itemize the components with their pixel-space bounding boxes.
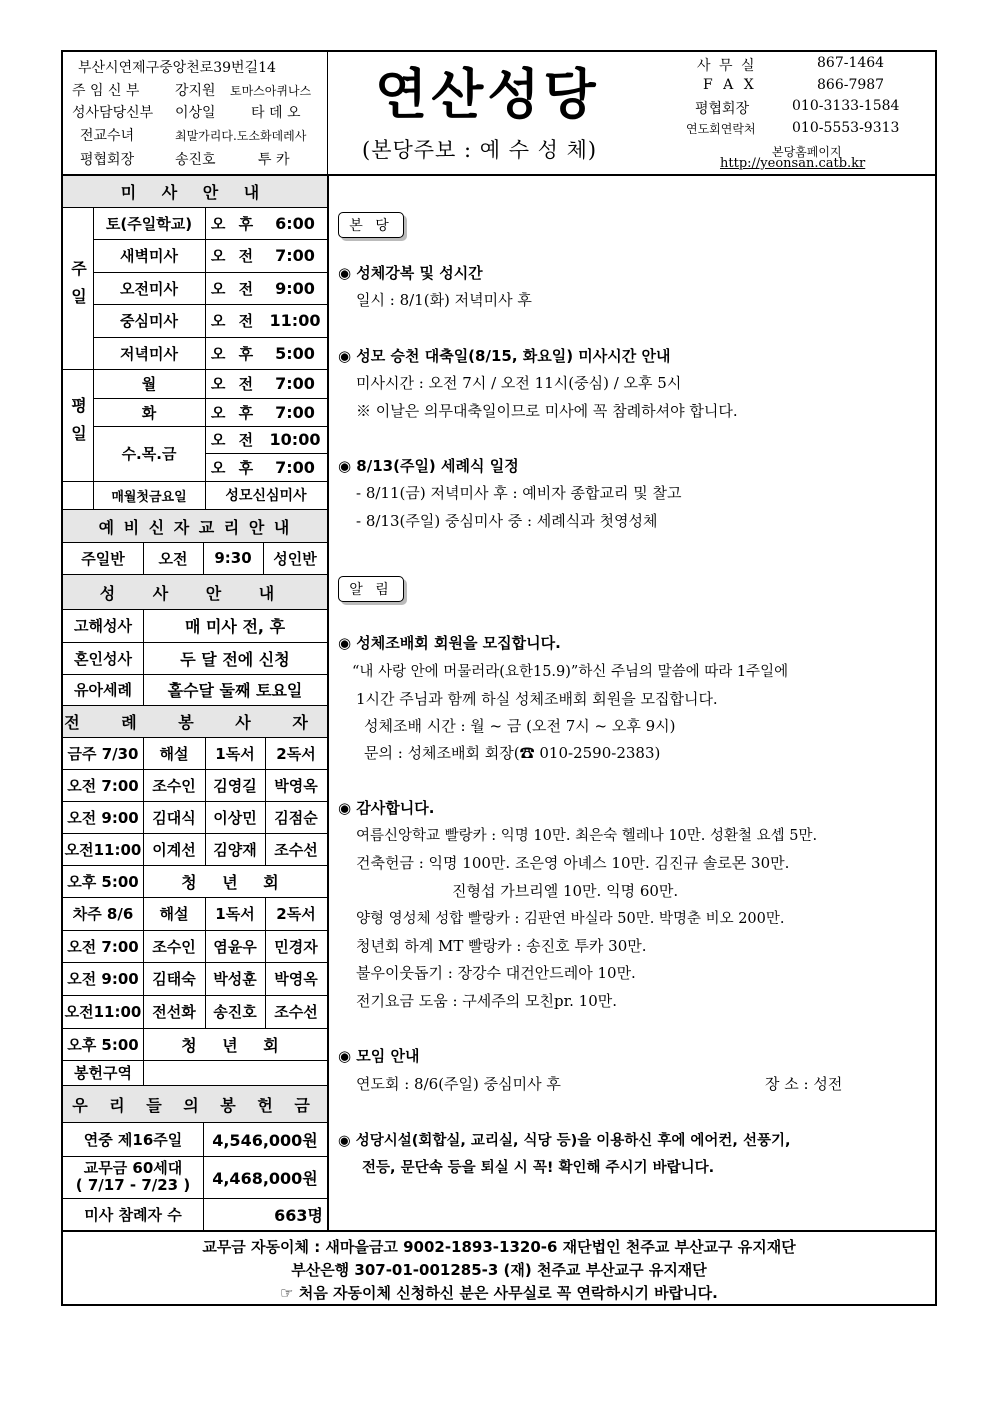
notice-line: 여름신앙학교 빨랑카 : 익명 10만. 최은숙 헬레나 10만. 성환철 요셉 5만. bbox=[356, 828, 818, 844]
mass-name: 화 bbox=[141, 403, 157, 422]
bulletin-subtitle: (본당주보 : 예 수 성 체) bbox=[362, 138, 598, 162]
footer-notice: ☞ 처음 자동이체 신청하신 분은 사무실로 꼭 연락하시기 바랍니다. bbox=[280, 1284, 718, 1302]
mass-ampm: 오 후 bbox=[210, 458, 258, 477]
staff-baptismal: 타 데 오 bbox=[251, 105, 301, 121]
notice-line: 성체조배 시간 : 월 ~ 금 (오전 7시 ~ 오후 9시) bbox=[364, 717, 676, 735]
parish-address: 부산시연제구중앙천로39번길14 bbox=[78, 60, 276, 76]
footer-rule bbox=[61, 1230, 937, 1232]
contact-value: 867-1464 bbox=[817, 55, 885, 71]
column-divider bbox=[327, 174, 329, 1230]
sacrament-name: 혼인성사 bbox=[74, 649, 132, 668]
servers-time: 오전11:00 bbox=[64, 1003, 142, 1021]
servers-col-header: 1독서 bbox=[215, 905, 255, 923]
sacrament-name: 유아세례 bbox=[74, 681, 132, 699]
sacrament-value: 두 달 전에 신청 bbox=[180, 649, 290, 669]
servers-week-label: 금주 7/30 bbox=[67, 744, 139, 763]
offering-value: 4,546,000원 bbox=[212, 1130, 318, 1150]
sacrament-value: 홀수달 둘째 토요일 bbox=[167, 681, 303, 700]
mass-ampm: 오 전 bbox=[210, 431, 258, 449]
server-name: 박성훈 bbox=[213, 970, 257, 988]
contact-label: F A X bbox=[703, 77, 757, 93]
servers-time: 오전 9:00 bbox=[67, 970, 139, 988]
header-divider bbox=[327, 50, 328, 174]
server-name: 김태숙 bbox=[152, 970, 196, 988]
offering-section-title: 우 리 들 의 봉 헌 금 bbox=[63, 1086, 327, 1122]
servers-time: 오전 7:00 bbox=[67, 776, 139, 795]
servers-col-header: 1독서 bbox=[215, 744, 255, 763]
mass-ampm: 오 후 bbox=[210, 214, 258, 233]
catechumen-target: 성인반 bbox=[273, 549, 317, 568]
first-friday-value: 성모신심미사 bbox=[225, 488, 307, 504]
notice-line: 불우이웃돕기 : 장강수 대건안드레아 10만. bbox=[356, 964, 636, 982]
mass-section-title: 미 사 안 내 bbox=[63, 176, 327, 207]
mass-time: 5:00 bbox=[275, 343, 315, 363]
homepage-label: 본당홈페이지 bbox=[772, 145, 842, 159]
mass-time: 7:00 bbox=[275, 457, 315, 477]
staff-role: 주 임 신 부 bbox=[72, 83, 140, 99]
servers-col-header: 2독서 bbox=[276, 905, 316, 923]
server-name: 조수선 bbox=[274, 840, 318, 859]
mass-time: 9:00 bbox=[275, 278, 315, 298]
notice-line: 연도회 : 8/6(주일) 중심미사 후 bbox=[356, 1075, 561, 1093]
server-name: 이상민 bbox=[213, 808, 257, 827]
staff-name: 송진호 bbox=[175, 152, 216, 168]
notice-heading: ◉ 성체강복 및 성시간 bbox=[338, 264, 483, 282]
staff-name: 강지원 bbox=[175, 83, 216, 99]
mass-time: 7:00 bbox=[275, 374, 315, 393]
notice-heading: ◉ 감사합니다. bbox=[338, 799, 435, 817]
mass-name: 중심미사 bbox=[120, 312, 178, 330]
server-name: 박영옥 bbox=[274, 776, 318, 795]
sacrament-value: 매 미사 전, 후 bbox=[184, 617, 286, 636]
servers-time: 오후 5:00 bbox=[67, 872, 139, 891]
notice-line: 청년회 하계 MT 빨랑카 : 송진호 투카 30만. bbox=[356, 937, 647, 955]
parish-news-tag: 본 당 bbox=[338, 212, 404, 238]
mass-name: 새벽미사 bbox=[120, 247, 178, 265]
mass-name: 오전미사 bbox=[120, 279, 178, 298]
staff-baptismal: 최말가리다.도소화데레사 bbox=[175, 129, 307, 143]
notice-heading: ◉ 8/13(주일) 세례식 일정 bbox=[338, 457, 519, 475]
mass-ampm: 오 전 bbox=[210, 279, 258, 298]
notice-line: “내 사랑 안에 머물러라(요한15.9)”하신 주님의 말씀에 따라 1주일에 bbox=[352, 664, 789, 680]
weekday-label: 평일 bbox=[68, 397, 88, 453]
contact-label: 사 무 실 bbox=[697, 58, 757, 74]
server-group: 청 년 회 bbox=[181, 1035, 289, 1055]
notice-line: 일시 : 8/1(화) 저녁미사 후 bbox=[356, 291, 532, 309]
notice-line: 장 소 : 성전 bbox=[765, 1075, 843, 1093]
server-name: 조수인 bbox=[152, 937, 196, 956]
sunday-label: 주일 bbox=[68, 260, 88, 316]
catechumen-section-title: 예 비 신 자 교 리 안 내 bbox=[63, 510, 327, 542]
notice-heading: ◉ 모임 안내 bbox=[338, 1047, 420, 1065]
staff-baptismal: 토마스아퀴나스 bbox=[230, 84, 312, 98]
servers-time: 오전 7:00 bbox=[67, 937, 139, 956]
announcements-tag: 알 림 bbox=[338, 576, 404, 602]
notice-heading: ◉ 성모 승천 대축일(8/15, 화요일) 미사시간 안내 bbox=[338, 347, 671, 365]
footer-bank-line-2: 부산은행 307-01-001285-3 (재) 천주교 부산교구 유지재단 bbox=[291, 1261, 707, 1279]
notice-line: 진형섭 가브리엘 10만. 익명 60만. bbox=[452, 882, 679, 900]
mass-ampm: 오 전 bbox=[210, 312, 258, 330]
server-name: 염윤우 bbox=[213, 937, 257, 956]
servers-time: 오전11:00 bbox=[64, 840, 142, 859]
staff-role: 평협회장 bbox=[80, 152, 135, 168]
footer-bank-line-1: 교무금 자동이체 : 새마을금고 9002-1893-1320-6 재단법인 천주교 부산교구 유지재단 bbox=[202, 1238, 796, 1256]
server-name: 이계선 bbox=[152, 840, 196, 859]
mass-time: 7:00 bbox=[275, 402, 315, 422]
server-name: 민경자 bbox=[274, 937, 318, 956]
servers-time: 오전 9:00 bbox=[67, 808, 139, 827]
mass-name: 저녁미사 bbox=[120, 344, 178, 363]
sacrament-name: 고해성사 bbox=[74, 617, 132, 635]
servers-week-label: 차주 8/6 bbox=[72, 905, 134, 923]
mass-ampm: 오 전 bbox=[210, 375, 258, 393]
servers-col-header: 2독서 bbox=[276, 744, 316, 763]
parish-title: 연산성당 bbox=[375, 63, 600, 126]
notice-line: - 8/11(금) 저녁미사 후 : 예비자 종합교리 및 찰고 bbox=[356, 484, 682, 502]
catechumen-time: 9:30 bbox=[214, 549, 252, 567]
mass-name: 수.목.금 bbox=[121, 445, 177, 463]
notice-line: 건축헌금 : 익명 100만. 조은영 아녜스 10만. 김진규 솔로몬 30만. bbox=[356, 854, 790, 872]
offering-period: ( 7/17 - 7/23 ) bbox=[75, 1176, 191, 1194]
contact-value: 010-5553-9313 bbox=[792, 120, 900, 136]
mass-time: 11:00 bbox=[269, 311, 321, 330]
catechumen-ampm: 오전 bbox=[158, 549, 188, 568]
servers-col-header: 해설 bbox=[159, 744, 189, 763]
offering-area-value bbox=[143, 1060, 327, 1085]
offering-value: 663명 bbox=[274, 1205, 323, 1225]
notice-line: 전등, 문단속 등을 퇴실 시 꼭! 확인해 주시기 바랍니다. bbox=[362, 1160, 715, 1176]
contact-value: 866-7987 bbox=[817, 77, 885, 93]
server-name: 김양재 bbox=[213, 840, 257, 859]
offering-label: 연중 제16주일 bbox=[83, 1130, 183, 1149]
mass-name: 월 bbox=[141, 375, 157, 393]
notice-heading: ◉ 성체조배회 회원을 모집합니다. bbox=[338, 634, 561, 652]
contact-label: 평협회장 bbox=[695, 101, 750, 117]
notice-line: 문의 : 성체조배회 회장(☎ 010-2590-2383) bbox=[364, 744, 661, 762]
server-name: 박영옥 bbox=[274, 970, 318, 988]
offering-area-label: 봉헌구역 bbox=[74, 1064, 132, 1082]
mass-ampm: 오 후 bbox=[210, 403, 258, 422]
first-friday-label: 매월첫금요일 bbox=[111, 489, 187, 505]
staff-role: 전교수녀 bbox=[80, 128, 135, 144]
staff-name: 이상일 bbox=[175, 105, 216, 121]
mass-ampm: 오 후 bbox=[210, 344, 258, 363]
server-name: 김대식 bbox=[152, 808, 196, 827]
mass-name: 토(주일학교) bbox=[105, 214, 193, 233]
homepage-link[interactable]: http://yeonsan.catb.kr bbox=[720, 156, 866, 171]
mass-ampm: 오 전 bbox=[210, 247, 258, 265]
staff-baptismal: 투 카 bbox=[258, 152, 290, 168]
mass-time: 7:00 bbox=[275, 246, 315, 265]
server-name: 전선화 bbox=[152, 1003, 196, 1021]
server-name: 송진호 bbox=[213, 1003, 257, 1021]
sacrament-section-title: 성 사 안 내 bbox=[63, 575, 327, 609]
offering-label: 교무금 60세대 bbox=[83, 1159, 183, 1177]
catechumen-class: 주일반 bbox=[81, 549, 125, 568]
servers-col-header: 해설 bbox=[159, 905, 189, 923]
notice-heading: ◉ 성당시설(회합실, 교리실, 식당 등)을 이용하신 후에 에어컨, 선풍기, bbox=[338, 1133, 791, 1149]
server-name: 김점순 bbox=[274, 808, 318, 827]
notice-line: ※ 이날은 의무대축일이므로 미사에 꼭 참례하셔야 합니다. bbox=[356, 402, 738, 420]
offering-label: 미사 참례자 수 bbox=[84, 1205, 182, 1224]
offering-value: 4,468,000원 bbox=[212, 1168, 318, 1188]
contact-label: 연도회연락처 bbox=[686, 122, 756, 136]
contact-value: 010-3133-1584 bbox=[792, 98, 900, 114]
servers-section-title: 전 례 봉 사 자 bbox=[63, 706, 327, 737]
mass-time: 6:00 bbox=[275, 213, 315, 233]
notice-line: 양형 영성체 성합 빨랑카 : 김판연 바실라 50만. 박명춘 비오 200만. bbox=[356, 911, 785, 927]
mass-time: 10:00 bbox=[269, 430, 321, 449]
notice-line: 미사시간 : 오전 7시 / 오전 11시(중심) / 오후 5시 bbox=[356, 374, 682, 392]
server-name: 조수인 bbox=[152, 776, 196, 795]
notice-line: 전기요금 도움 : 구세주의 모친pr. 10만. bbox=[356, 992, 618, 1010]
notice-line: 1시간 주님과 함께 하실 성체조배회 회원을 모집합니다. bbox=[356, 690, 718, 708]
staff-role: 성사담당신부 bbox=[72, 105, 154, 121]
servers-time: 오후 5:00 bbox=[67, 1035, 139, 1054]
server-group: 청 년 회 bbox=[181, 872, 289, 892]
server-name: 김영길 bbox=[213, 776, 257, 795]
server-name: 조수선 bbox=[274, 1003, 318, 1021]
notice-line: - 8/13(주일) 중심미사 중 : 세례식과 첫영성체 bbox=[356, 512, 658, 530]
